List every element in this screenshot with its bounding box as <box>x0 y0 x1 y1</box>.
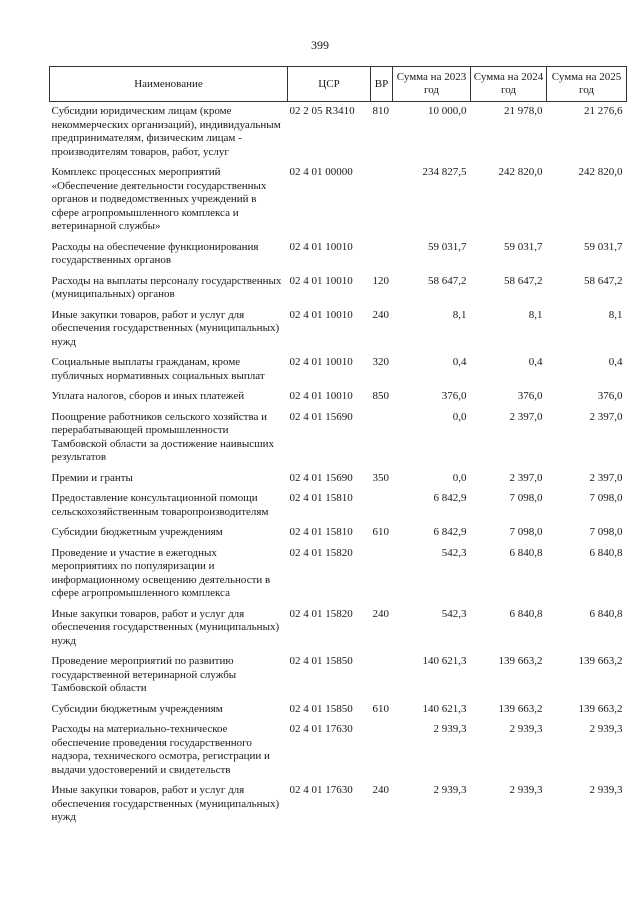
cell-sum-2023: 59 031,7 <box>428 240 467 253</box>
table-row <box>50 700 627 721</box>
cell-sum-2024: 6 840,8 <box>509 607 543 620</box>
cell-csr: 02 4 01 15850 <box>289 655 353 667</box>
cell-vr <box>371 163 393 238</box>
cell-name: Расходы на материально-техническое обеспечение проведения государственного надзора, технического осмотра, регистрации и выдачи удостоверений и свидетельств <box>51 723 270 776</box>
cell-vr <box>371 238 393 272</box>
cell-vr: 810 <box>372 105 389 117</box>
cell-sum-2023: 2 939,3 <box>433 784 467 796</box>
cell-sum-2025: 58 647,2 <box>584 274 623 287</box>
cell-vr: 320 <box>372 356 389 368</box>
cell-sum-2023: 8,1 <box>452 308 467 321</box>
cell-sum-2023: 0,0 <box>452 410 467 423</box>
cell-sum-2024: 2 397,0 <box>509 471 543 484</box>
header-sum-2024: Сумма на 2024 год <box>471 67 547 102</box>
cell-sum-2025: 21 276,6 <box>584 105 623 117</box>
cell-sum-2024: 139 663,2 <box>498 702 543 715</box>
cell-sum-2025: 6 840,8 <box>589 546 623 559</box>
cell-sum-2023: 140 621,3 <box>422 655 467 667</box>
cell-sum-2025: 2 397,0 <box>589 410 623 423</box>
cell-name: Проведение мероприятий по развитию государственной ветеринарной службы Тамбовской области <box>51 655 237 694</box>
cell-sum-2024: 59 031,7 <box>504 240 543 253</box>
cell-sum-2023: 140 621,3 <box>422 702 467 715</box>
cell-name: Иные закупки товаров, работ и услуг для обеспечения государственных (муниципальных) нужд <box>51 607 280 647</box>
cell-csr: 02 4 01 17630 <box>289 723 353 735</box>
cell-csr: 02 2 05 R3410 <box>289 105 355 117</box>
cell-vr <box>371 489 393 523</box>
cell-vr: 240 <box>372 607 389 620</box>
cell-vr: 120 <box>372 274 389 287</box>
cell-sum-2024: 8,1 <box>528 308 543 321</box>
cell-sum-2025: 139 663,2 <box>578 702 623 715</box>
cell-name: Социальные выплаты гражданам, кроме публичных нормативных социальных выплат <box>51 356 265 382</box>
table-row <box>50 102 627 164</box>
cell-csr: 02 4 01 00000 <box>289 166 353 178</box>
cell-sum-2023: 2 939,3 <box>433 723 467 735</box>
cell-sum-2024: 21 978,0 <box>504 105 543 117</box>
cell-sum-2025: 8,1 <box>608 308 623 321</box>
cell-sum-2024: 58 647,2 <box>504 274 543 287</box>
cell-csr: 02 4 01 10010 <box>289 274 353 287</box>
cell-sum-2024: 2 397,0 <box>509 410 543 423</box>
cell-vr: 240 <box>372 308 389 321</box>
cell-name: Иные закупки товаров, работ и услуг для обеспечения государственных (муниципальных) нужд <box>51 308 280 348</box>
cell-vr: 350 <box>372 471 389 484</box>
cell-csr: 02 4 01 15810 <box>289 526 353 538</box>
cell-csr: 02 4 01 10010 <box>289 240 353 253</box>
table-row <box>50 469 627 490</box>
table-row <box>50 781 627 829</box>
cell-sum-2025: 139 663,2 <box>578 655 623 667</box>
cell-sum-2025: 59 031,7 <box>584 240 623 253</box>
cell-name: Субсидии юридическим лицам (кроме некоммерческих организаций), индивидуальным предпринимателям, физическим лицам - производителям товаров, работ, услуг <box>51 105 281 158</box>
table-row <box>50 163 627 238</box>
cell-sum-2023: 10 000,0 <box>428 105 467 117</box>
header-vr: ВР <box>371 67 393 102</box>
cell-csr: 02 4 01 10010 <box>289 356 353 368</box>
cell-sum-2023: 0,0 <box>452 471 467 484</box>
table-row <box>50 306 627 354</box>
cell-name: Комплекс процессных мероприятий «Обеспечение деятельности государственных органов и подведомственных учреждений в сфере агропромышленного комплекса и ветеринарной службы» <box>51 166 267 232</box>
cell-name: Проведение и участие в ежегодных мероприятиях по популяризации и информационному освещению деятельности в сфере агропромышленного комплекса <box>51 546 271 599</box>
cell-csr: 02 4 01 10010 <box>289 308 353 321</box>
page-number: 399 <box>311 38 329 52</box>
cell-sum-2023: 6 842,9 <box>433 526 467 538</box>
cell-sum-2025: 376,0 <box>597 390 623 402</box>
cell-sum-2023: 0,4 <box>452 356 467 368</box>
table-row <box>50 720 627 781</box>
cell-sum-2023: 542,3 <box>441 607 467 620</box>
cell-csr: 02 4 01 15810 <box>289 492 353 504</box>
table-row <box>50 489 627 523</box>
cell-name: Субсидии бюджетным учреждениям <box>51 526 223 538</box>
cell-sum-2025: 7 098,0 <box>589 492 623 504</box>
table-body <box>50 102 627 829</box>
cell-name: Субсидии бюджетным учреждениям <box>51 702 223 715</box>
cell-sum-2025: 2 939,3 <box>589 723 623 735</box>
table-row <box>50 605 627 653</box>
header-csr: ЦСР <box>288 67 371 102</box>
cell-sum-2025: 0,4 <box>608 356 623 368</box>
cell-sum-2024: 139 663,2 <box>498 655 543 667</box>
cell-vr <box>371 652 393 700</box>
cell-name: Расходы на выплаты персоналу государственных (муниципальных) органов <box>51 274 282 300</box>
table-row <box>50 387 627 408</box>
header-name: Наименование <box>50 67 288 102</box>
cell-csr: 02 4 01 15690 <box>289 410 353 423</box>
cell-name: Расходы на обеспечение функционирования государственных органов <box>51 240 259 266</box>
cell-vr: 610 <box>372 526 389 538</box>
cell-vr <box>371 544 393 605</box>
cell-csr: 02 4 01 15850 <box>289 702 353 715</box>
table-row <box>50 353 627 387</box>
cell-name: Премии и гранты <box>51 471 133 484</box>
cell-vr: 610 <box>372 702 389 715</box>
cell-sum-2025: 2 397,0 <box>589 471 623 484</box>
cell-sum-2024: 6 840,8 <box>509 546 543 559</box>
cell-sum-2024: 7 098,0 <box>509 492 543 504</box>
cell-sum-2025: 242 820,0 <box>578 166 623 178</box>
table-row <box>50 544 627 605</box>
cell-sum-2024: 242 820,0 <box>498 166 543 178</box>
header-sum-2023: Сумма на 2023 год <box>393 67 471 102</box>
cell-vr: 240 <box>372 784 389 796</box>
cell-sum-2023: 376,0 <box>441 390 467 402</box>
cell-name: Иные закупки товаров, работ и услуг для обеспечения государственных (муниципальных) нужд <box>51 784 280 823</box>
table-row <box>50 272 627 306</box>
table-row <box>50 523 627 544</box>
cell-sum-2025: 7 098,0 <box>589 526 623 538</box>
cell-name: Уплата налогов, сборов и иных платежей <box>51 390 245 402</box>
cell-csr: 02 4 01 15820 <box>289 546 353 559</box>
table-header <box>50 67 627 102</box>
table-row <box>50 408 627 469</box>
budget-table <box>49 66 627 829</box>
cell-csr: 02 4 01 15690 <box>289 471 353 484</box>
table-row <box>50 238 627 272</box>
cell-name: Поощрение работников сельского хозяйства и перерабатывающей промышленности Тамбовской области за достижение наивысших результатов <box>51 410 274 463</box>
cell-vr <box>371 720 393 781</box>
cell-csr: 02 4 01 10010 <box>289 390 353 402</box>
cell-sum-2024: 2 939,3 <box>509 784 543 796</box>
cell-sum-2024: 376,0 <box>517 390 543 402</box>
cell-csr: 02 4 01 15820 <box>289 607 353 620</box>
cell-sum-2023: 234 827,5 <box>422 166 467 178</box>
cell-vr <box>371 408 393 469</box>
cell-sum-2025: 2 939,3 <box>589 784 623 796</box>
cell-sum-2023: 6 842,9 <box>433 492 467 504</box>
cell-sum-2024: 2 939,3 <box>509 723 543 735</box>
cell-vr: 850 <box>372 390 389 402</box>
header-sum-2025: Сумма на 2025 год <box>547 67 627 102</box>
table-row <box>50 652 627 700</box>
cell-sum-2024: 0,4 <box>528 356 543 368</box>
cell-sum-2023: 58 647,2 <box>428 274 467 287</box>
cell-sum-2025: 6 840,8 <box>589 607 623 620</box>
cell-name: Предоставление консультационной помощи сельскохозяйственным товаропроизводителям <box>51 492 269 518</box>
cell-sum-2024: 7 098,0 <box>509 526 543 538</box>
cell-sum-2023: 542,3 <box>441 546 467 559</box>
cell-csr: 02 4 01 17630 <box>289 784 353 796</box>
